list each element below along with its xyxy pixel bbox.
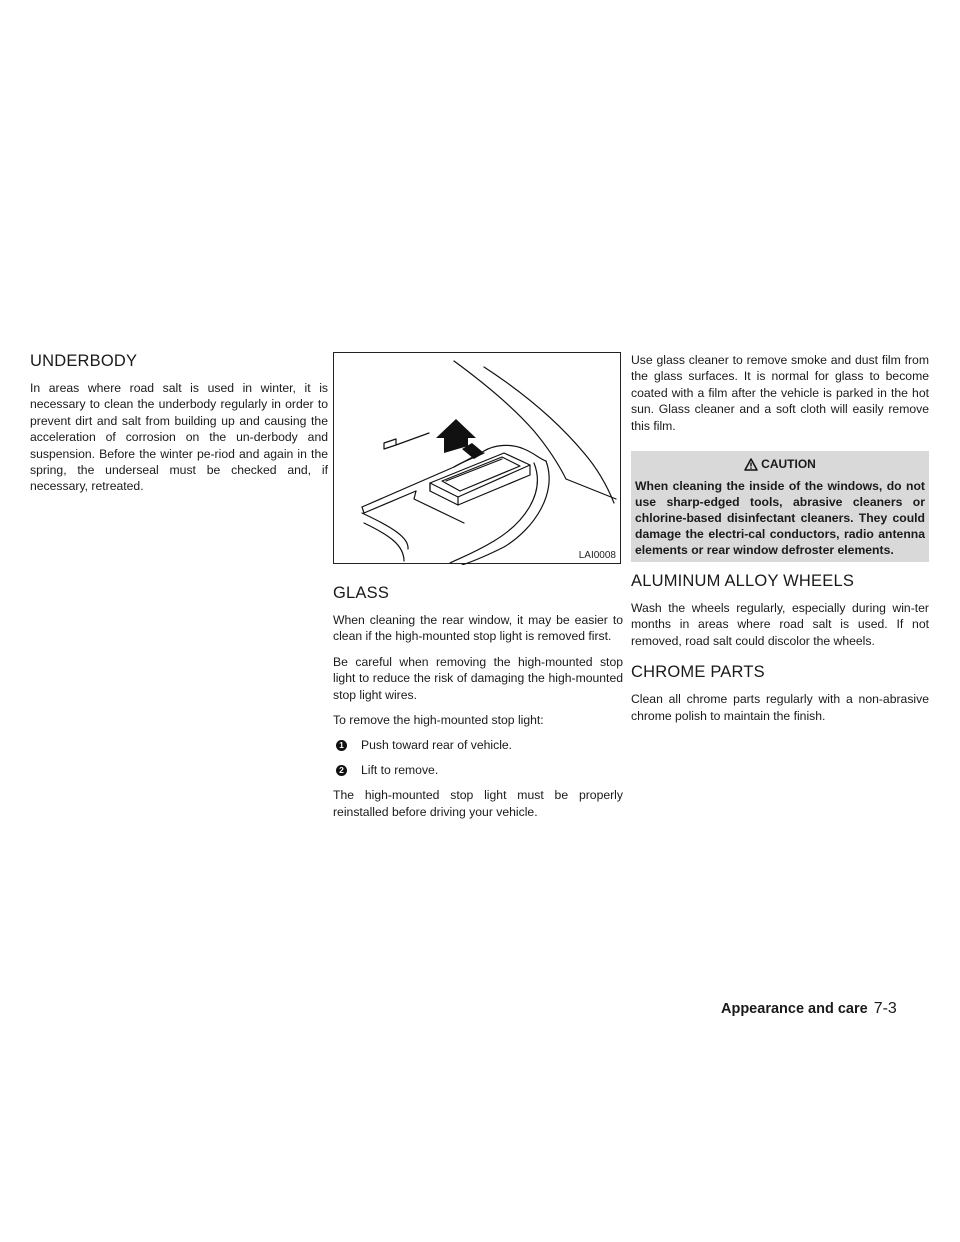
footer-section-name: Appearance and care xyxy=(721,1001,868,1017)
glass-paragraph-2: Be careful when removing the high-mounted stop light to reduce the risk of damaging the high-mounted stop light wires. xyxy=(333,654,623,702)
figure-code: LAI0008 xyxy=(578,550,616,561)
step-text-1: Push toward rear of vehicle. xyxy=(361,738,513,753)
stop-light-figure xyxy=(333,352,621,564)
step-2 xyxy=(333,762,623,778)
column-right xyxy=(631,352,929,724)
column-left xyxy=(30,352,328,495)
page-number: 7-3 xyxy=(873,1000,897,1017)
glass-paragraph-5: Use glass cleaner to remove smoke and dust film from the glass surfaces. It is normal for glass to become coated with a film after the vehicle is parked in the hot sun. Glass cleaner and a soft cloth will easily remove this film. xyxy=(631,353,929,433)
step-text-2: Lift to remove. xyxy=(361,763,439,778)
step-number-1: 1 xyxy=(336,740,347,751)
high-mounted-stop-light-illustration xyxy=(334,353,622,565)
column-middle xyxy=(333,352,623,820)
wheels-heading: ALUMINUM ALLOY WHEELS xyxy=(631,572,855,591)
step-number-2: 2 xyxy=(336,765,347,776)
caution-title: CAUTION xyxy=(761,457,816,472)
chrome-paragraph: Clean all chrome parts regularly with a non-abrasive chrome polish to maintain the finish. xyxy=(631,692,929,723)
underbody-paragraph: In areas where road salt is used in winter, it is necessary to clean the underbody regularly in order to prevent dirt and salt from building up and causing the acceleration of corrosion on the un-derbody and suspension. Before the winter pe-riod and again in the spring, the underseal must be checked and, if necessary, retreated. xyxy=(30,381,328,494)
wheels-paragraph: Wash the wheels regularly, especially during win-ter months in areas where road salt is used. If not removed, road salt could discolor the wheels. xyxy=(631,601,929,648)
glass-heading: GLASS xyxy=(333,584,390,602)
glass-paragraph-1: When cleaning the rear window, it may be easier to clean if the high-mounted stop light is removed first. xyxy=(333,613,623,644)
page-footer xyxy=(721,1000,897,1018)
glass-paragraph-4: The high-mounted stop light must be properly reinstalled before driving your vehicle. xyxy=(333,788,623,819)
caution-text: When cleaning the inside of the windows, do not use sharp-edged tools, abrasive cleaners or chlorine-based disinfectant cleaners. They could damage the electri-cal conductors, radio antenna elements or rear window defroster elements. xyxy=(635,479,925,558)
caution-box xyxy=(631,451,929,562)
caution-header xyxy=(635,457,925,471)
underbody-heading: UNDERBODY xyxy=(30,352,138,370)
glass-paragraph-3: To remove the high-mounted stop light: xyxy=(333,713,544,728)
chrome-heading: CHROME PARTS xyxy=(631,663,765,682)
step-1 xyxy=(333,737,623,753)
warning-icon xyxy=(744,458,758,471)
